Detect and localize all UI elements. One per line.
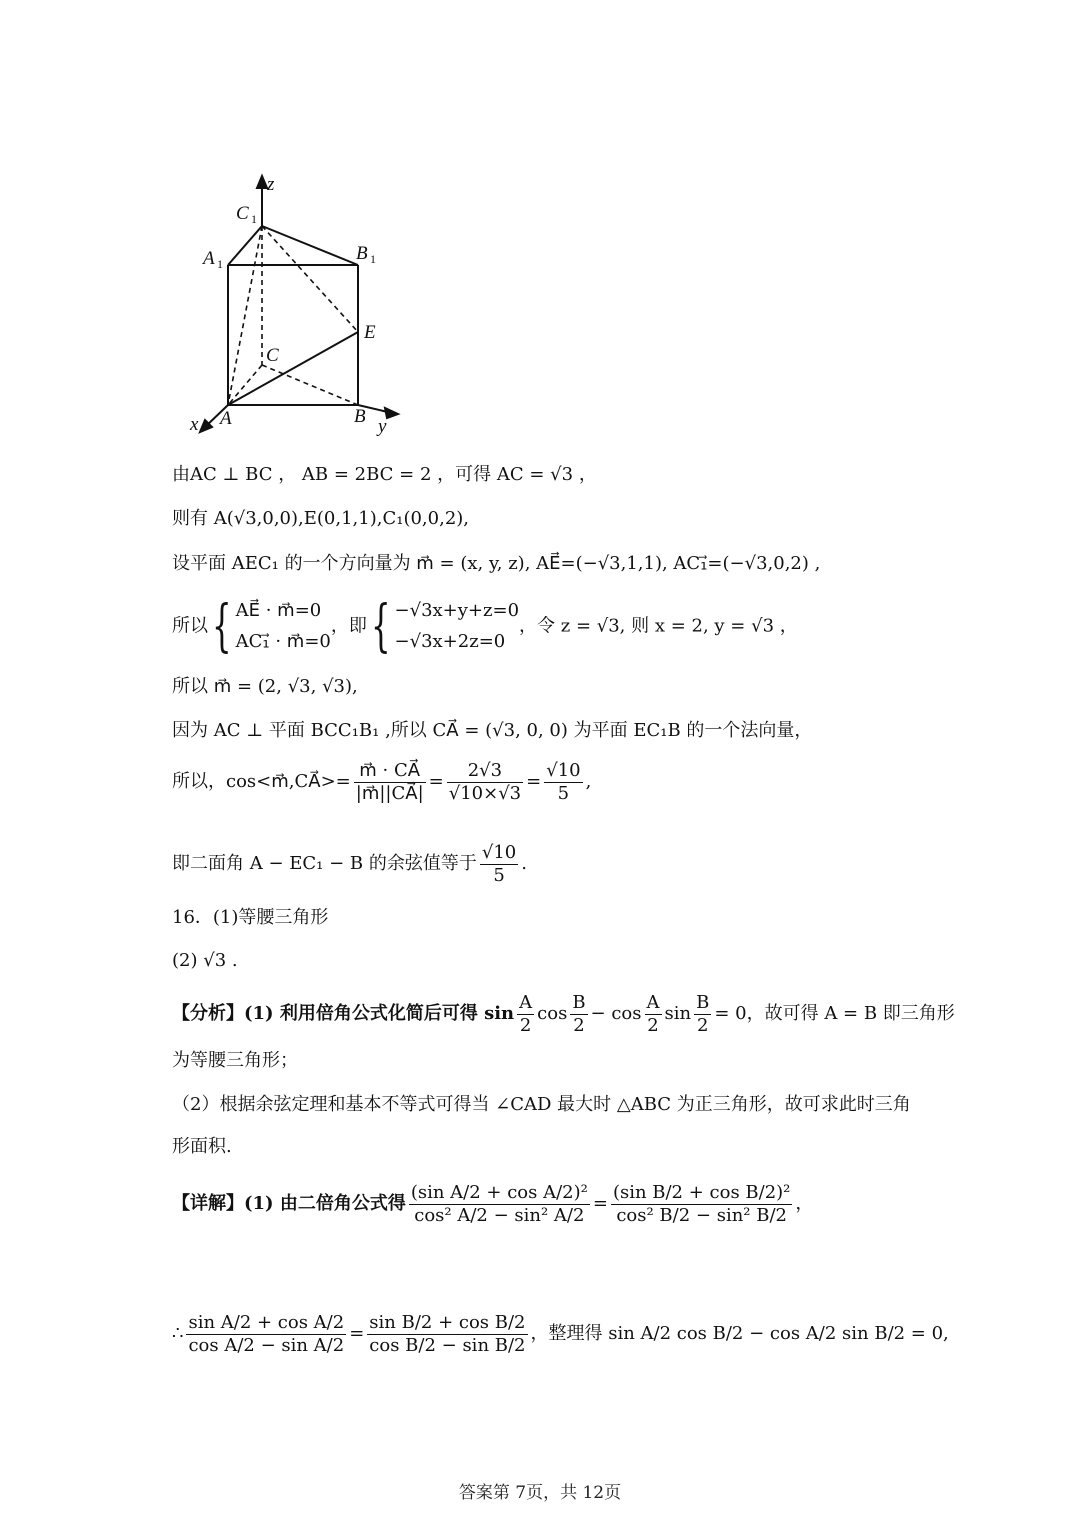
fraction-3 xyxy=(544,760,582,804)
den: 2 xyxy=(573,1014,585,1036)
edge-C1A xyxy=(228,226,262,405)
frac4-den: 5 xyxy=(493,864,505,886)
l11-prefix: 【分析】(1) 利用倍角公式化简后可得 sin xyxy=(172,1003,515,1025)
page-footer: 答案第 7页，共 12页 xyxy=(458,1483,622,1503)
frac1-num: m⃗ · CA⃗ xyxy=(354,760,426,783)
den: 2 xyxy=(519,1014,532,1036)
label-B: B xyxy=(354,406,366,427)
fraction-l16-right xyxy=(367,1312,527,1356)
label-x: x xyxy=(190,414,199,435)
sys1-eq1: AE⃗ · m⃗=0 xyxy=(235,600,322,621)
l4-mid: ，即 xyxy=(330,615,367,637)
z-arrow xyxy=(257,176,267,188)
label-y: y xyxy=(378,416,387,437)
fraction-4 xyxy=(480,842,518,886)
l7-suffix: , xyxy=(585,771,592,793)
text-line-2: 则有 A(√3,0,0),E(0,1,1),C₁(0,0,2), xyxy=(172,508,470,529)
den: 2 xyxy=(647,1014,659,1036)
num: sin B/2 + cos B/2 xyxy=(369,1312,526,1333)
label-C1: C xyxy=(236,203,249,224)
fraction-l16-left xyxy=(186,1312,346,1356)
text-line-3: 设平面 AEC₁ 的一个方向量为 m⃗ = (x, y, z), AE⃗=(−√3,1,1), AC₁⃗=(−√3,0,2) , xyxy=(172,553,821,574)
l4-prefix: 所以 xyxy=(172,615,208,637)
frac-B2-a xyxy=(570,992,587,1036)
label-A1-sub: 1 xyxy=(217,257,223,271)
edge-AE xyxy=(228,332,358,405)
num: B xyxy=(572,992,586,1013)
l4-suffix: ，令 z = √3, 则 x = 2, y = √3 ， xyxy=(519,615,798,637)
frac-A2-a xyxy=(517,992,534,1036)
frac-B2-b xyxy=(694,992,711,1036)
l11-suffix: = 0，故可得 A = B 即三角形 xyxy=(714,1003,955,1025)
frac2-den: √10×√3 xyxy=(448,782,522,804)
num: A xyxy=(646,992,660,1013)
text-line-15: 【详解】(1) 由二倍角公式得 $\frac{\text{(sin A/2 + cos A/2)²}}{\text{cos² A/2 − sin² A/2}}$ = $\frac{\text{(sin B/2 + cos B/2)²}}{\text{cos² B/2 − sin² B/2}}$ ， xyxy=(172,1182,814,1226)
fraction-1 xyxy=(354,760,426,804)
l7-prefix: 所以，cos<m⃗,CA⃗>= xyxy=(172,771,351,793)
text-line-12: 为等腰三角形； xyxy=(172,1050,298,1071)
num: (sin A/2 + cos A/2)² xyxy=(410,1182,588,1203)
text-line-5: 所以 m⃗ = (2, √3, √3), xyxy=(172,676,358,697)
l16-prefix: ∴ xyxy=(172,1323,184,1345)
den: cos² B/2 − sin² B/2 xyxy=(616,1204,787,1226)
den: 2 xyxy=(697,1014,709,1036)
num: B xyxy=(696,992,710,1013)
cos-1: cos xyxy=(537,1003,568,1025)
frac4-num: √10 xyxy=(481,842,517,863)
edge-CB xyxy=(262,365,358,405)
text-line-8 xyxy=(172,842,527,886)
left-brace: { xyxy=(212,593,232,659)
text-line-4 xyxy=(172,593,798,659)
sys2-eq1: −√3x+y+z=0 xyxy=(394,600,520,621)
text-line-9: 16．(1)等腰三角形 xyxy=(172,907,329,928)
label-A1: A xyxy=(203,248,215,269)
label-B1: B xyxy=(356,243,368,264)
edge-A1C1 xyxy=(228,226,262,265)
fraction-l15-left xyxy=(409,1182,590,1226)
text-line-16: ∴ $\frac{\text{sin A/2 + cos A/2}}{\text{cos A/2 − sin A/2}}$ = $\frac{\text{sin B/2 + cos B/2}}{\text{cos B/2 − sin B/2}}$ ，整理得 sin A/2 cos B/2 − cos A/2 sin B/2 = 0, xyxy=(172,1312,949,1356)
text-line-10: (2) √3 . xyxy=(172,950,238,971)
sin-1: sin xyxy=(664,1003,692,1025)
text-line-6: 因为 AC ⊥ 平面 BCC₁B₁ ,所以 CA⃗ = (√3, 0, 0) 为平面 EC₁B 的一个法向量， xyxy=(172,720,813,741)
fraction-l15-right xyxy=(611,1182,792,1226)
num: (sin B/2 + cos B/2)² xyxy=(612,1182,791,1203)
edge-CA xyxy=(228,365,262,405)
text-line-1: 由AC ⊥ BC ， AB = 2BC = 2 ，可得 AC = √3 ， xyxy=(172,464,597,485)
l8-prefix: 即二面角 A − EC₁ − B 的余弦值等于 xyxy=(172,853,477,875)
label-A: A xyxy=(220,408,232,429)
label-z: z xyxy=(267,174,275,195)
frac2-num: 2√3 xyxy=(447,760,523,783)
den: cos B/2 − sin B/2 xyxy=(369,1334,526,1356)
label-B1-sub: 1 xyxy=(370,252,376,266)
num: A xyxy=(519,992,533,1013)
sys2-eq2: −√3x+2z=0 xyxy=(394,630,506,652)
edge-C1E xyxy=(262,226,358,332)
text-line-7: 所以，cos<m⃗,CA⃗>= $\frac{m⃗ \cdot CA⃗}{|m⃗||CA⃗|}$ = $\frac{2√3}{√10\times√3}$ = $\frac{√10}{5}$ , xyxy=(172,760,592,804)
sys1-eq2: AC₁⃗ · m⃗=0 xyxy=(235,630,331,652)
label-C: C xyxy=(266,345,279,366)
frac-A2-b xyxy=(645,992,662,1036)
l15-suffix: ， xyxy=(795,1193,814,1215)
num: sin A/2 + cos A/2 xyxy=(188,1312,345,1333)
frac3-den: 5 xyxy=(557,782,570,804)
left-brace-2: { xyxy=(370,593,391,659)
l8-suffix: . xyxy=(521,853,527,875)
label-E: E xyxy=(364,322,376,343)
frac3-num: √10 xyxy=(546,760,581,781)
prism-figure xyxy=(180,170,420,450)
den: cos² A/2 − sin² A/2 xyxy=(414,1204,585,1226)
minus-cos: − cos xyxy=(590,1003,642,1025)
y-arrow xyxy=(385,408,398,418)
scalar-system xyxy=(395,596,520,657)
edge-C1B1 xyxy=(262,226,358,265)
l15-prefix: 【详解】(1) 由二倍角公式得 xyxy=(172,1193,406,1215)
label-C1-sub: 1 xyxy=(251,212,257,226)
vector-system xyxy=(236,596,331,657)
fraction-2 xyxy=(447,760,523,804)
text-line-13: （2）根据余弦定理和基本不等式可得当 ∠CAD 最大时 △ABC 为正三角形，故可求此时三角 xyxy=(172,1094,911,1115)
text-line-14: 形面积. xyxy=(172,1136,232,1157)
frac1-den: |m⃗||CA⃗| xyxy=(355,782,424,804)
den: cos A/2 − sin A/2 xyxy=(188,1334,345,1356)
text-line-11 xyxy=(172,992,955,1036)
l16-suffix: ，整理得 sin A/2 cos B/2 − cos A/2 sin B/2 = 0, xyxy=(530,1323,949,1345)
